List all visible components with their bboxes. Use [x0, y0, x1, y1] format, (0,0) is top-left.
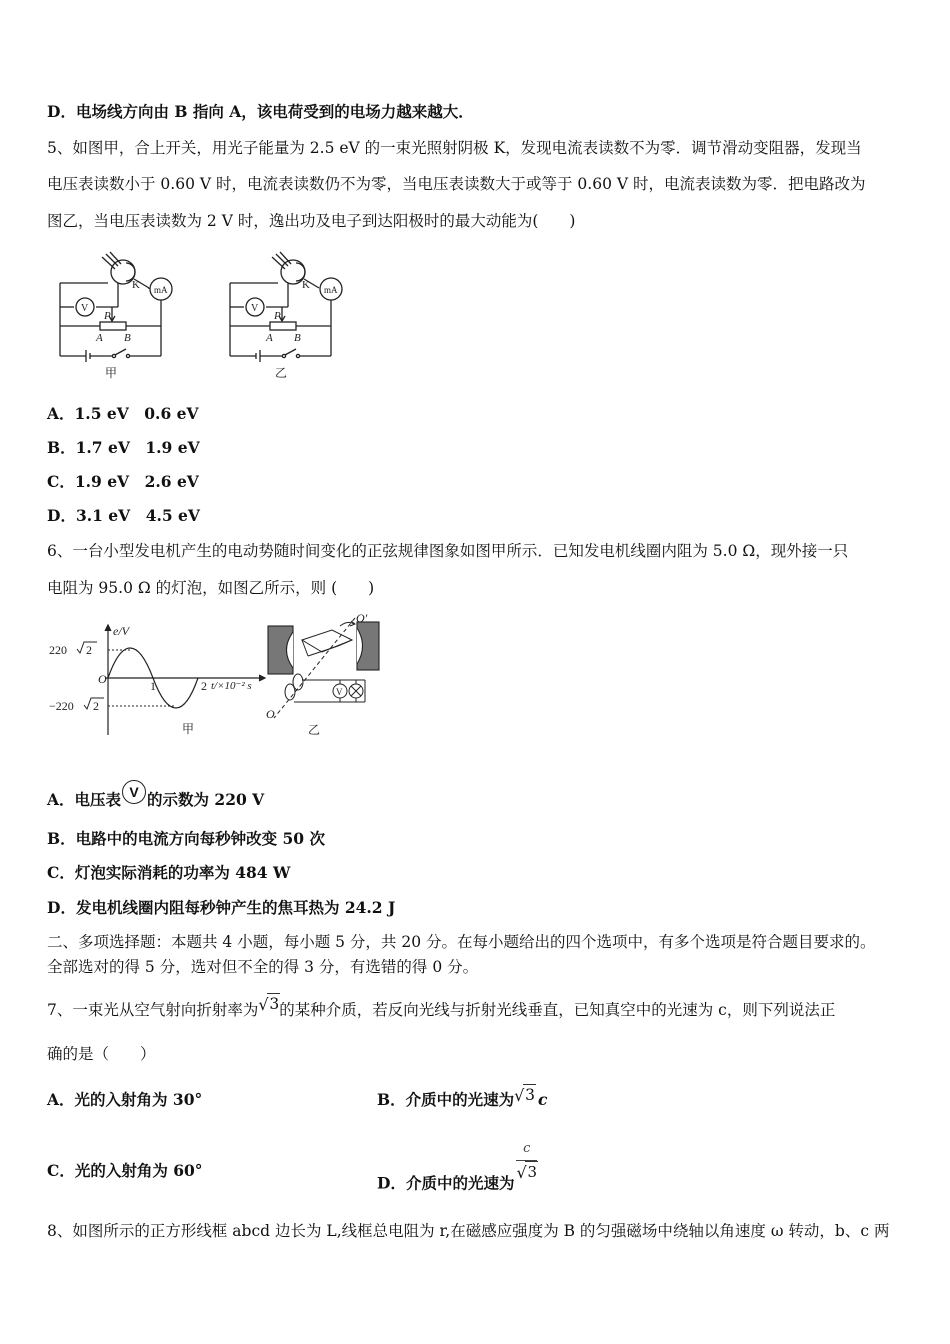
section2-line2: 全部选对的得 5 分，选对但不全的得 3 分，有选错的得 0 分。	[47, 958, 479, 976]
q6-option-a-suffix: 的示数为 220 V	[147, 790, 265, 809]
q7-sqrt-arg: 3	[269, 995, 280, 1013]
q7-stem-line2: 确的是（ ）	[47, 1045, 156, 1063]
label-v-right: V	[251, 303, 259, 314]
switch-right-icon	[285, 349, 296, 355]
circuit-left	[60, 252, 172, 362]
label-o: O	[266, 707, 275, 721]
graph-ytop: 220	[49, 643, 67, 657]
q6-emf-graph	[45, 615, 270, 740]
q4-option-d: D．电场线方向由 B 指向 A，该电荷受到的电场力越来越大．	[47, 102, 474, 121]
graph-ylabel: e/V	[113, 624, 129, 638]
label-o-prime: O′	[356, 612, 368, 625]
label-p-left: P	[104, 310, 111, 322]
rheostat-left-icon	[100, 322, 126, 330]
q5-stem-line1: 5、如图甲，合上开关，用光子能量为 2.5 eV 的一束光照射阴极 K，发现电流表读数不为零．调节滑动变阻器，发现当	[47, 139, 862, 157]
q7-option-b	[377, 1084, 547, 1111]
q7-sqrt: √ 3	[258, 995, 280, 1014]
label-a-left: A	[96, 332, 103, 344]
graph-caption: 甲	[182, 722, 195, 736]
switch-left-icon	[115, 349, 126, 355]
q8-stem-line1: 8、如图所示的正方形线框 abcd 边长为 L,线框总电阻为 r,在磁感应强度为 B 的匀强磁场中绕轴以角速度 ω 转动，b、c 两	[47, 1222, 890, 1240]
q5-option-b: B．1.7 eV 1.9 eV	[47, 438, 200, 457]
q7-stem-pre: 7、一束光从空气射向折射率为	[47, 1001, 259, 1019]
q6-option-c: C．灯泡实际消耗的功率为 484 W	[47, 863, 291, 882]
q6-stem-line1: 6、一台小型发电机产生的电动势随时间变化的正弦规律图象如图甲所示．已知发电机线圈内阻为 5.0 Ω，现外接一只	[47, 542, 849, 560]
q5-circuit-figures	[50, 250, 390, 385]
label-p-right: P	[274, 310, 281, 322]
q6-option-a	[47, 780, 264, 811]
caption-left: 甲	[105, 366, 118, 380]
q7-option-d-sqrt-arg: 3	[527, 1163, 537, 1181]
q7-option-b-sqrt-arg: 3	[525, 1086, 535, 1104]
label-ma-left: mA	[154, 285, 168, 295]
graph-tick2: 2	[201, 679, 207, 693]
label-b-left: B	[124, 332, 131, 344]
label-b-right: B	[294, 332, 301, 344]
label-a-right: A	[266, 332, 273, 344]
device-caption: 乙	[308, 723, 321, 737]
label-ma-right: mA	[324, 285, 338, 295]
q7-option-b-var: c	[537, 1090, 548, 1109]
graph-sqrt-top: 2	[86, 643, 92, 657]
q5-stem-line2: 电压表读数小于 0.60 V 时，电流表读数仍不为零，当电压表读数大于或等于 0.60 V 时，电流表读数为零．把电路改为	[47, 175, 866, 193]
q5-option-a: A．1.5 eV 0.6 eV	[47, 404, 199, 423]
q7-option-c: C．光的入射角为 60°	[47, 1161, 203, 1180]
q7-stem-post: 的某种介质，若反向光线与折射光线垂直，已知真空中的光速为 c，则下列说法正	[279, 1001, 836, 1019]
coil-icon	[302, 630, 352, 652]
q5-option-c: C．1.9 eV 2.6 eV	[47, 472, 199, 491]
q6-option-a-prefix: A．电压表	[47, 790, 122, 809]
q6-option-d: D．发电机线圈内阻每秒钟产生的焦耳热为 24.2 J	[47, 898, 396, 917]
q6-option-b: B．电路中的电流方向每秒钟改变 50 次	[47, 829, 325, 848]
rheostat-right-icon	[270, 322, 296, 330]
graph-xlabel: t/×10⁻² s	[211, 680, 252, 692]
graph-ybottom: −220	[49, 699, 74, 713]
q5-option-d: D．3.1 eV 4.5 eV	[47, 506, 200, 525]
label-k-right: K	[302, 279, 310, 291]
q6-generator-device	[260, 612, 390, 740]
section2-line1: 二、多项选择题：本题共 4 小题，每小题 5 分，共 20 分。在每小题给出的四个选项中，有多个选项是符合题目要求的。	[47, 933, 876, 951]
q7-option-d	[377, 1138, 537, 1195]
circuit-right	[230, 252, 342, 362]
q7-option-d-fraction: c √ 3	[516, 1138, 537, 1183]
caption-right: 乙	[275, 366, 288, 380]
q5-stem-line3: 图乙，当电压表读数为 2 V 时，逸出功及电子到达阳极时的最大动能为( )	[47, 212, 576, 230]
label-k-left: K	[132, 279, 140, 291]
q7-option-b-sqrt: √ 3	[514, 1086, 535, 1105]
voltmeter-inline-icon: V	[122, 780, 146, 804]
label-v-left: V	[81, 303, 89, 314]
graph-origin: O	[98, 672, 107, 686]
q7-option-d-pre: D．介质中的光速为	[377, 1173, 515, 1193]
q6-stem-line2: 电阻为 95.0 Ω 的灯泡，如图乙所示，则 ( )	[47, 579, 375, 597]
graph-sqrt-bottom: 2	[93, 699, 99, 713]
graph-tick1: 1	[150, 679, 156, 693]
q7-option-d-num: c	[516, 1138, 537, 1161]
q7-option-b-pre: B．介质中的光速为	[377, 1090, 515, 1109]
q7-option-a: A．光的入射角为 30°	[47, 1090, 203, 1109]
q7-stem-line1	[47, 993, 835, 1021]
label-v-device: V	[336, 687, 343, 697]
